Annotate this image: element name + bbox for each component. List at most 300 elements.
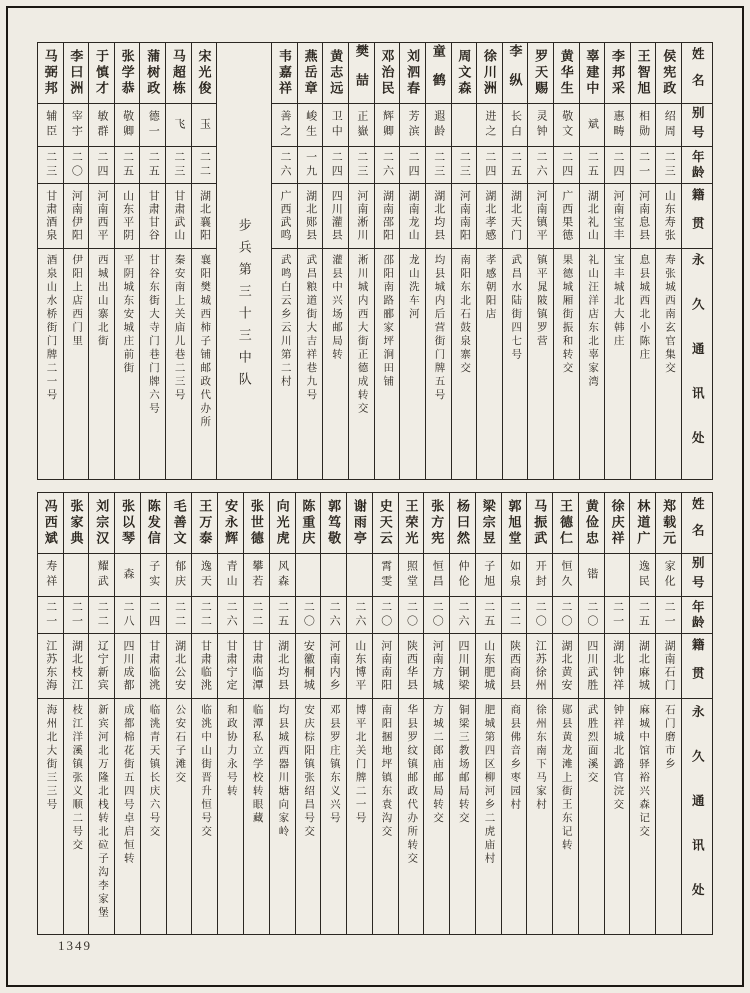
address-cell (580, 248, 605, 479)
address-cell (476, 698, 501, 934)
person-column (629, 493, 655, 934)
name-cell (477, 43, 502, 103)
alias-cell (605, 553, 630, 596)
person-native-place: 河南南阳 (379, 640, 392, 692)
native-place-cell (373, 633, 398, 698)
native-place-cell (477, 183, 502, 248)
person-address: 枝江洋溪镇张义顺二号交 (71, 704, 83, 853)
person-column (191, 493, 217, 934)
address-cell (502, 698, 527, 934)
person-address: 铜梁三教场邮局转交 (457, 704, 469, 826)
alias-cell (192, 103, 217, 146)
person-name: 刘泗春 (405, 49, 421, 97)
alias-cell (579, 553, 604, 596)
address-cell (375, 248, 400, 479)
person-age: 二〇 (560, 601, 573, 629)
alias-cell (141, 553, 166, 596)
person-address: 西城出山寨北街 (96, 254, 108, 349)
name-cell (656, 43, 681, 103)
age-cell (321, 596, 346, 633)
person-column (63, 493, 89, 934)
person-native-place: 四川武胜 (585, 640, 598, 692)
person-age: 二二 (508, 601, 521, 629)
age-cell (270, 596, 295, 633)
roster-table-top (37, 42, 713, 480)
person-address: 石门磨市乡 (663, 704, 675, 772)
person-age: 二四 (407, 151, 420, 179)
person-age: 二六 (381, 151, 394, 179)
person-age: 二六 (225, 601, 238, 629)
alias-cell (38, 103, 63, 146)
age-cell (64, 146, 89, 183)
name-cell (553, 493, 578, 553)
address-cell (553, 698, 578, 934)
name-cell (192, 43, 217, 103)
person-age: 二一 (637, 151, 650, 179)
alias-cell (528, 103, 553, 146)
alias-cell (218, 553, 243, 596)
person-name: 李邦采 (609, 49, 625, 97)
person-column (630, 43, 656, 479)
native-place-cell (192, 183, 217, 248)
age-cell (115, 596, 140, 633)
person-address: 灌县中兴场邮局转 (331, 254, 343, 362)
person-native-place: 湖北均县 (276, 640, 289, 692)
person-address: 武胜烈面溪交 (586, 704, 598, 785)
address-cell (399, 698, 424, 934)
name-cell (64, 493, 89, 553)
person-column (423, 493, 449, 934)
person-address: 酒泉山水桥街门牌二一号 (45, 254, 57, 403)
person-alias: 逸天 (199, 560, 212, 590)
person-column (425, 43, 451, 479)
native-place-cell (580, 183, 605, 248)
alias-cell (452, 103, 477, 146)
header-alias-label: 别号 (690, 555, 705, 595)
alias-cell (477, 103, 502, 146)
person-alias: 风森 (276, 560, 289, 590)
age-cell (399, 596, 424, 633)
person-native-place: 湖北襄阳 (198, 190, 211, 242)
person-column (578, 493, 604, 934)
name-cell (554, 43, 579, 103)
native-place-cell (89, 633, 114, 698)
native-place-cell (349, 183, 374, 248)
native-place-cell (631, 183, 656, 248)
person-address: 公安石子滩交 (174, 704, 186, 785)
person-address: 襄阳樊城西柿子铺邮政代办所 (199, 254, 211, 430)
address-cell (192, 248, 217, 479)
age-cell (426, 146, 451, 183)
header-alias-cell (682, 553, 712, 596)
age-cell (38, 596, 63, 633)
person-column (38, 493, 63, 934)
person-alias: 相勋 (637, 110, 650, 140)
person-age: 二五 (509, 151, 522, 179)
alias-cell (502, 553, 527, 596)
address-cell (296, 698, 321, 934)
age-cell (528, 146, 553, 183)
name-cell (375, 43, 400, 103)
person-column (88, 493, 114, 934)
person-alias: 善之 (279, 110, 292, 140)
person-alias: 灵钟 (535, 110, 548, 140)
person-native-place: 河南镇平 (535, 190, 548, 242)
native-place-cell (554, 183, 579, 248)
person-native-place: 山东寿张 (663, 190, 676, 242)
person-alias: 德一 (147, 110, 160, 140)
person-native-place: 陕西华县 (405, 640, 418, 692)
person-age: 二五 (276, 601, 289, 629)
person-age: 二四 (611, 151, 624, 179)
alias-cell (296, 553, 321, 596)
person-column (166, 493, 192, 934)
age-cell (192, 596, 217, 633)
age-cell (349, 146, 374, 183)
person-alias: 如泉 (508, 560, 521, 590)
person-native-place: 湖北麻城 (637, 640, 650, 692)
address-cell (373, 698, 398, 934)
person-age: 二八 (122, 601, 135, 629)
alias-cell (580, 103, 605, 146)
age-cell (656, 596, 681, 633)
address-cell (477, 248, 502, 479)
name-cell (631, 43, 656, 103)
alias-cell (272, 103, 297, 146)
person-address: 麻城中馆驿裕兴森记交 (638, 704, 650, 839)
person-address: 南阳捆地坪镇东袁沟交 (380, 704, 392, 839)
alias-cell (373, 553, 398, 596)
address-cell (656, 248, 681, 479)
person-alias: 辉卿 (381, 110, 394, 140)
person-age: 二五 (586, 151, 599, 179)
name-cell (503, 43, 528, 103)
person-native-place: 广西武鸣 (279, 190, 292, 242)
person-alias: 逸民 (637, 560, 650, 590)
address-cell (38, 248, 63, 479)
person-native-place: 湖北均县 (432, 190, 445, 242)
age-cell (631, 146, 656, 183)
native-place-cell (399, 633, 424, 698)
person-native-place: 安徽桐城 (302, 640, 315, 692)
address-cell (64, 698, 89, 934)
address-cell (630, 698, 655, 934)
person-column (553, 43, 579, 479)
person-alias: 森 (122, 567, 135, 583)
person-name: 郑载元 (661, 499, 677, 547)
name-cell (528, 43, 553, 103)
alias-cell (64, 103, 89, 146)
alias-cell (298, 103, 323, 146)
person-alias: 寿祥 (44, 560, 57, 590)
alias-cell (656, 553, 681, 596)
alias-cell (476, 553, 501, 596)
person-age: 二一 (663, 601, 676, 629)
person-alias: 子实 (147, 560, 160, 590)
alias-cell (38, 553, 63, 596)
address-cell (347, 698, 372, 934)
person-native-place: 山东博平 (353, 640, 366, 692)
native-place-cell (553, 633, 578, 698)
age-cell (296, 596, 321, 633)
header-name-label: 姓名 (690, 496, 705, 550)
person-name: 徐川洲 (481, 49, 497, 97)
person-age: 二六 (353, 601, 366, 629)
age-cell (218, 596, 243, 633)
person-native-place: 河南伊阳 (70, 190, 83, 242)
address-cell (270, 698, 295, 934)
person-alias: 峻生 (304, 110, 317, 140)
person-column (295, 493, 321, 934)
person-name: 蒲树政 (145, 49, 161, 97)
name-cell (141, 493, 166, 553)
alias-cell (167, 553, 192, 596)
age-cell (166, 146, 191, 183)
person-native-place: 河南内乡 (328, 640, 341, 692)
name-cell (270, 493, 295, 553)
person-native-place: 河南淅川 (355, 190, 368, 242)
person-name: 侯宪政 (661, 49, 677, 97)
age-cell (554, 146, 579, 183)
alias-cell (554, 103, 579, 146)
header-address-label: 永久通讯处 (690, 705, 705, 928)
person-native-place: 山东肥城 (482, 640, 495, 692)
name-cell (64, 43, 89, 103)
native-place-cell (89, 183, 114, 248)
person-alias: 照堂 (405, 560, 418, 590)
native-place-cell (656, 633, 681, 698)
age-cell (323, 146, 348, 183)
header-address-cell (682, 248, 712, 479)
person-address: 南阳东北石鼓泉寨交 (459, 254, 471, 376)
person-address: 均县城内后营街门牌五号 (433, 254, 445, 403)
person-name: 黄俭忠 (583, 499, 599, 547)
header-age-label: 年龄 (690, 599, 705, 631)
address-cell (141, 698, 166, 934)
header-alias-label: 别号 (690, 105, 705, 145)
person-address: 郧县黄龙滩上街王东记转 (560, 704, 572, 853)
person-name: 毛善文 (171, 499, 187, 547)
native-place-cell (270, 633, 295, 698)
person-column (140, 493, 166, 934)
person-age: 二〇 (70, 151, 83, 179)
name-cell (426, 43, 451, 103)
person-column (399, 43, 425, 479)
person-native-place: 湖南邵阳 (381, 190, 394, 242)
address-cell (528, 248, 553, 479)
name-cell (89, 43, 114, 103)
person-name: 张家典 (68, 499, 84, 547)
person-age: 二三 (172, 151, 185, 179)
person-alias: 绍周 (663, 110, 676, 140)
header-name-cell (682, 43, 712, 103)
person-address: 肥城第四区柳河乡二虎庙村 (483, 704, 495, 866)
person-column (374, 43, 400, 479)
name-cell (166, 43, 191, 103)
native-place-cell (527, 633, 552, 698)
person-address: 息县城西北小陈庄 (638, 254, 650, 362)
person-age: 二一 (44, 601, 57, 629)
name-cell (38, 43, 63, 103)
person-address: 平阴城东安城庄前街 (122, 254, 134, 376)
person-name: 邓治民 (379, 49, 395, 97)
name-cell (349, 43, 374, 103)
person-native-place: 甘肃临洮 (199, 640, 212, 692)
person-column (63, 43, 89, 479)
person-age: 二三 (355, 151, 368, 179)
person-age: 二一 (611, 601, 624, 629)
native-place-cell (375, 183, 400, 248)
person-name: 马超栋 (170, 49, 186, 97)
person-age: 一九 (304, 151, 317, 179)
person-native-place: 甘肃甘谷 (147, 190, 160, 242)
address-cell (554, 248, 579, 479)
native-place-cell (528, 183, 553, 248)
native-place-cell (218, 633, 243, 698)
person-alias: 正嶽 (355, 110, 368, 140)
person-name: 童鹤 (430, 44, 446, 102)
alias-cell (166, 103, 191, 146)
person-alias: 敬文 (560, 110, 573, 140)
age-cell (141, 596, 166, 633)
person-alias: 恒久 (560, 560, 573, 590)
page-number: 1349 (58, 938, 92, 953)
alias-cell (321, 553, 346, 596)
person-address: 甘谷东街大寺门巷门牌六号 (147, 254, 159, 416)
person-age: 二六 (535, 151, 548, 179)
name-cell (115, 43, 140, 103)
name-cell (605, 493, 630, 553)
native-place-cell (630, 633, 655, 698)
header-alias-cell (682, 103, 712, 146)
person-alias: 锴 (585, 567, 598, 583)
age-cell (605, 596, 630, 633)
person-address: 孝感朝阳店 (484, 254, 496, 322)
person-column (320, 493, 346, 934)
name-cell (424, 493, 449, 553)
name-cell (89, 493, 114, 553)
person-native-place: 辽宁新宾 (96, 640, 109, 692)
person-column (604, 493, 630, 934)
address-cell (426, 248, 451, 479)
native-place-cell (141, 633, 166, 698)
native-place-cell (244, 633, 269, 698)
person-column (243, 493, 269, 934)
native-place-cell (167, 633, 192, 698)
person-address: 武昌水陆街四七号 (510, 254, 522, 362)
person-address: 寿张城西南玄官集交 (663, 254, 675, 376)
native-place-cell (321, 633, 346, 698)
person-name: 王德仁 (558, 499, 574, 547)
person-column (527, 43, 553, 479)
age-cell (115, 146, 140, 183)
native-place-cell (323, 183, 348, 248)
native-place-cell (166, 183, 191, 248)
person-address: 淅川城内西大街正德成转交 (356, 254, 368, 416)
person-name: 梁宗昱 (480, 499, 496, 547)
person-native-place: 湖北钟祥 (611, 640, 624, 692)
person-alias: 敬卿 (121, 110, 134, 140)
person-column (398, 493, 424, 934)
person-alias: 玉 (198, 117, 211, 133)
name-cell (476, 493, 501, 553)
native-place-cell (272, 183, 297, 248)
name-cell (115, 493, 140, 553)
person-column (322, 43, 348, 479)
native-place-cell (115, 183, 140, 248)
person-address: 镇平晁陂镇罗营 (535, 254, 547, 349)
person-name: 李曰洲 (68, 49, 84, 97)
unit-label-cell (217, 43, 271, 479)
name-cell (399, 493, 424, 553)
person-column (372, 493, 398, 934)
person-name: 安永辉 (223, 499, 239, 547)
person-native-place: 湖南石门 (663, 640, 676, 692)
person-native-place: 湖北孝感 (483, 190, 496, 242)
person-native-place: 河南西平 (96, 190, 108, 242)
person-address: 钟祥城北潞官浣交 (612, 704, 624, 812)
person-column (476, 43, 502, 479)
person-age: 二五 (147, 151, 160, 179)
name-cell (321, 493, 346, 553)
person-age: 二〇 (585, 601, 598, 629)
person-native-place: 江苏徐州 (534, 640, 547, 692)
person-native-place: 河南息县 (637, 190, 650, 242)
person-alias: 恒昌 (431, 560, 444, 590)
person-name: 李纵 (507, 44, 523, 102)
person-column (269, 493, 295, 934)
alias-cell (553, 553, 578, 596)
person-column (451, 43, 477, 479)
address-cell (424, 698, 449, 934)
address-cell (140, 248, 165, 479)
address-cell (38, 698, 63, 934)
person-address: 邓县罗庄镇东义兴号 (328, 704, 340, 826)
alias-cell (503, 103, 528, 146)
person-age: 二〇 (405, 601, 418, 629)
header-name-label: 姓名 (690, 46, 705, 100)
person-alias: 宰宇 (70, 110, 83, 140)
person-native-place: 河南方城 (431, 640, 444, 692)
alias-cell (375, 103, 400, 146)
person-column (88, 43, 114, 479)
person-address: 和政协力永号转 (225, 704, 237, 799)
name-cell (296, 493, 321, 553)
person-alias: 子旭 (482, 560, 495, 590)
name-cell (167, 493, 192, 553)
person-address: 宝丰城北大韩庄 (612, 254, 624, 349)
native-place-cell (115, 633, 140, 698)
age-cell (347, 596, 372, 633)
name-cell (38, 493, 63, 553)
alias-cell (323, 103, 348, 146)
age-cell (298, 146, 323, 183)
person-column (655, 43, 681, 479)
name-cell (347, 493, 372, 553)
native-place-cell (192, 633, 217, 698)
address-cell (579, 698, 604, 934)
name-cell (452, 43, 477, 103)
person-native-place: 湖北礼山 (586, 190, 599, 242)
person-address: 临洮中山街晋升恒号交 (200, 704, 212, 839)
native-place-cell (38, 183, 63, 248)
person-age: 二六 (279, 151, 292, 179)
person-column (449, 493, 475, 934)
name-cell (298, 43, 323, 103)
person-name: 郭笃敬 (326, 499, 342, 547)
address-cell (349, 248, 374, 479)
alias-cell (527, 553, 552, 596)
